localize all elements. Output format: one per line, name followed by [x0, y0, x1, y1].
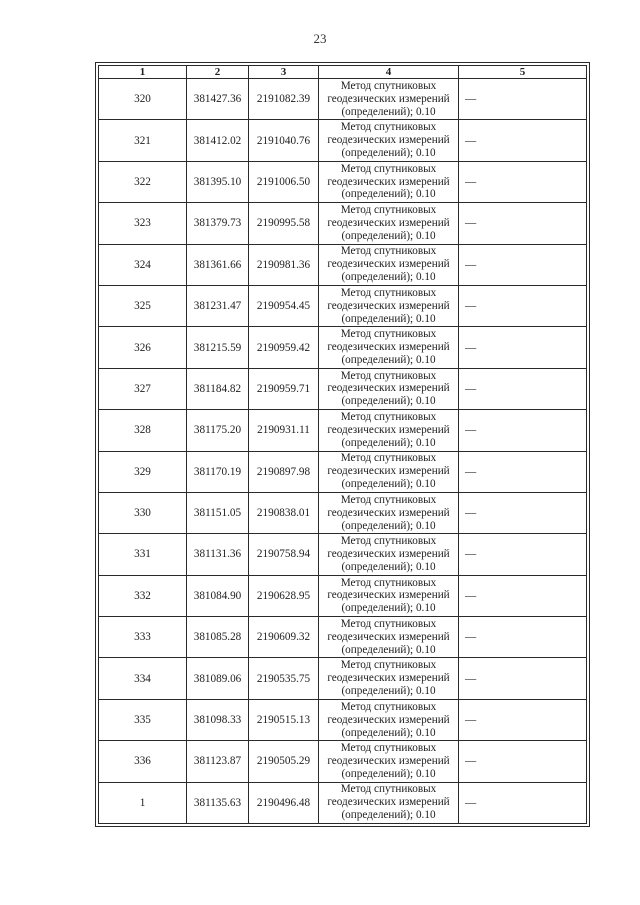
note-cell: —: [459, 120, 587, 161]
method-line-3: (определений); 0.10: [341, 353, 436, 366]
method-line-3: (определений); 0.10: [341, 602, 436, 615]
coordinate-y-cell: 2191040.76: [249, 120, 319, 161]
method-line-1: Метод спутниковых: [340, 204, 437, 216]
table-header-row: [99, 66, 587, 79]
note-cell: —: [459, 79, 587, 120]
note-cell: —: [459, 741, 587, 782]
note-cell: —: [459, 451, 587, 492]
point-number-cell: 330: [99, 492, 187, 533]
header-col-4: 4: [319, 66, 459, 79]
method-line-2: геодезических измерений: [327, 465, 450, 478]
coordinate-y-cell: 2190496.48: [249, 782, 319, 823]
coordinate-y-cell: 2190609.32: [249, 617, 319, 658]
point-number-cell: 336: [99, 741, 187, 782]
method-line-3: (определений); 0.10: [341, 312, 436, 325]
coordinate-x-cell: 381427.36: [187, 79, 249, 120]
note-cell: —: [459, 492, 587, 533]
method-line-2: геодезических измерений: [327, 548, 450, 561]
coordinate-y-cell: 2190954.45: [249, 285, 319, 326]
coordinate-y-cell: 2190628.95: [249, 575, 319, 616]
table-row: [99, 699, 587, 740]
method-line-3: (определений); 0.10: [341, 105, 436, 118]
method-cell: [319, 79, 459, 120]
method-line-1: Метод спутниковых: [340, 369, 437, 382]
method-line-3: (определений); 0.10: [341, 560, 436, 573]
method-line-1: Метод спутниковых: [340, 659, 437, 672]
coordinate-x-cell: 381085.28: [187, 617, 249, 658]
note-cell: —: [459, 327, 587, 368]
table-row: [99, 492, 587, 533]
point-number-cell: 334: [99, 658, 187, 699]
method-line-1: Метод спутниковых: [340, 700, 437, 713]
coordinate-x-cell: 381170.19: [187, 451, 249, 492]
table-row: [99, 575, 587, 616]
method-line-2: геодезических измерений: [327, 299, 450, 312]
coordinate-y-cell: 2190981.36: [249, 244, 319, 285]
table-row: [99, 368, 587, 409]
table-row: [99, 327, 587, 368]
header-col-2: 2: [187, 66, 249, 79]
coordinate-x-cell: 381135.63: [187, 782, 249, 823]
table-row: [99, 244, 587, 285]
method-line-1: Метод спутниковых: [340, 742, 437, 755]
method-cell: [319, 410, 459, 451]
header-col-5: 5: [459, 66, 587, 79]
method-line-1: Метод спутниковых: [340, 617, 437, 630]
table-row: [99, 534, 587, 575]
method-cell: [319, 492, 459, 533]
coordinates-table-frame: [95, 62, 590, 827]
method-line-3: (определений); 0.10: [341, 519, 436, 532]
point-number-cell: 322: [99, 161, 187, 202]
coordinate-x-cell: 381131.36: [187, 534, 249, 575]
point-number-cell: 331: [99, 534, 187, 575]
method-line-1: Метод спутниковых: [340, 410, 437, 423]
table-row: [99, 741, 587, 782]
coordinate-y-cell: 2190897.98: [249, 451, 319, 492]
method-line-2: геодезических измерений: [327, 175, 450, 188]
method-cell: [319, 368, 459, 409]
method-line-1: Метод спутниковых: [340, 783, 437, 796]
method-line-3: (определений); 0.10: [341, 147, 436, 160]
method-line-1: Метод спутниковых: [340, 245, 437, 258]
note-cell: —: [459, 410, 587, 451]
method-cell: [319, 244, 459, 285]
method-line-2: геодезических измерений: [327, 754, 450, 767]
table-row: [99, 203, 587, 244]
method-cell: [319, 741, 459, 782]
method-line-2: геодезических измерений: [327, 506, 450, 519]
note-cell: —: [459, 782, 587, 823]
method-cell: [319, 782, 459, 823]
coordinate-y-cell: 2190758.94: [249, 534, 319, 575]
page-number: 23: [313, 31, 327, 46]
coordinate-x-cell: 381412.02: [187, 120, 249, 161]
note-cell: —: [459, 285, 587, 326]
method-line-1: Метод спутниковых: [340, 79, 437, 92]
method-line-2: геодезических измерений: [327, 796, 450, 809]
coordinate-x-cell: 381395.10: [187, 161, 249, 202]
note-cell: —: [459, 575, 587, 616]
method-line-2: геодезических измерений: [327, 630, 450, 643]
method-line-2: геодезических измерений: [327, 589, 450, 602]
method-line-1: Метод спутниковых: [340, 452, 437, 465]
point-number-cell: 329: [99, 451, 187, 492]
note-cell: —: [459, 617, 587, 658]
header-col-1: 1: [99, 66, 187, 79]
method-line-2: геодезических измерений: [327, 258, 450, 271]
method-line-3: (определений); 0.10: [341, 685, 436, 698]
point-number-cell: 327: [99, 368, 187, 409]
method-line-3: (определений); 0.10: [341, 271, 436, 284]
table-row: [99, 782, 587, 823]
table-row: [99, 658, 587, 699]
coordinate-y-cell: 2190931.11: [249, 410, 319, 451]
method-line-3: (определений); 0.10: [341, 395, 436, 408]
note-cell: —: [459, 161, 587, 202]
method-cell: [319, 699, 459, 740]
table-row: [99, 451, 587, 492]
point-number-cell: 321: [99, 120, 187, 161]
method-cell: [319, 161, 459, 202]
point-number-cell: 323: [99, 203, 187, 244]
table-row: [99, 161, 587, 202]
method-cell: [319, 120, 459, 161]
coordinate-y-cell: 2190959.42: [249, 327, 319, 368]
note-cell: —: [459, 244, 587, 285]
point-number-cell: 326: [99, 327, 187, 368]
method-line-3: (определений); 0.10: [341, 726, 436, 739]
header-col-3: 3: [249, 66, 319, 79]
method-cell: [319, 203, 459, 244]
point-number-cell: 333: [99, 617, 187, 658]
coordinate-y-cell: 2190535.75: [249, 658, 319, 699]
note-cell: —: [459, 699, 587, 740]
note-cell: —: [459, 658, 587, 699]
method-cell: [319, 575, 459, 616]
coordinate-x-cell: 381084.90: [187, 575, 249, 616]
coordinate-x-cell: 381379.73: [187, 203, 249, 244]
coordinate-y-cell: 2190505.29: [249, 741, 319, 782]
table-row: [99, 79, 587, 120]
point-number-cell: 324: [99, 244, 187, 285]
method-line-2: геодезических измерений: [327, 134, 450, 147]
coordinate-x-cell: 381361.66: [187, 244, 249, 285]
method-cell: [319, 658, 459, 699]
method-line-3: (определений); 0.10: [341, 478, 436, 491]
method-line-2: геодезических измерений: [327, 341, 450, 354]
point-number-cell: 325: [99, 285, 187, 326]
coordinate-x-cell: 381098.33: [187, 699, 249, 740]
method-line-2: геодезических измерений: [327, 216, 450, 229]
coordinate-x-cell: 381175.20: [187, 410, 249, 451]
method-line-2: геодезических измерений: [327, 672, 450, 685]
method-line-3: (определений); 0.10: [341, 643, 436, 656]
coordinate-y-cell: 2190995.58: [249, 203, 319, 244]
method-line-1: Метод спутниковых: [340, 535, 437, 548]
method-line-3: (определений); 0.10: [341, 809, 436, 822]
method-cell: [319, 327, 459, 368]
note-cell: —: [459, 368, 587, 409]
coordinate-x-cell: 381151.05: [187, 492, 249, 533]
point-number-cell: 1: [99, 782, 187, 823]
method-line-1: Метод спутниковых: [340, 121, 437, 134]
method-line-3: (определений); 0.10: [341, 436, 436, 449]
table-row: [99, 285, 587, 326]
method-line-3: (определений); 0.10: [341, 229, 436, 242]
point-number-cell: 320: [99, 79, 187, 120]
point-number-cell: 328: [99, 410, 187, 451]
method-line-1: Метод спутниковых: [340, 328, 437, 341]
note-cell: —: [459, 534, 587, 575]
coordinate-y-cell: 2191006.50: [249, 161, 319, 202]
method-cell: [319, 534, 459, 575]
method-cell: [319, 451, 459, 492]
coordinate-x-cell: 381089.06: [187, 658, 249, 699]
coordinates-table: [98, 65, 587, 824]
method-cell: [319, 285, 459, 326]
method-line-1: Метод спутниковых: [340, 576, 437, 589]
coordinate-y-cell: 2190838.01: [249, 492, 319, 533]
coordinate-x-cell: 381215.59: [187, 327, 249, 368]
note-cell: —: [459, 203, 587, 244]
method-line-2: геодезических измерений: [327, 382, 450, 395]
method-line-1: Метод спутниковых: [340, 493, 437, 506]
coordinate-x-cell: 381184.82: [187, 368, 249, 409]
point-number-cell: 335: [99, 699, 187, 740]
method-line-3: (определений); 0.10: [341, 767, 436, 780]
coordinate-x-cell: 381123.87: [187, 741, 249, 782]
coordinate-x-cell: 381231.47: [187, 285, 249, 326]
coordinate-y-cell: 2190515.13: [249, 699, 319, 740]
table-row: [99, 617, 587, 658]
table-row: [99, 120, 587, 161]
method-line-2: геодезических измерений: [327, 423, 450, 436]
method-line-3: (определений); 0.10: [341, 188, 436, 201]
method-line-2: геодезических измерений: [327, 92, 450, 105]
method-line-1: Метод спутниковых: [340, 162, 437, 175]
method-line-2: геодезических измерений: [327, 713, 450, 726]
method-cell: [319, 617, 459, 658]
point-number-cell: 332: [99, 575, 187, 616]
method-line-1: Метод спутниковых: [340, 286, 437, 299]
table-body: [99, 79, 587, 824]
coordinate-y-cell: 2191082.39: [249, 79, 319, 120]
coordinate-y-cell: 2190959.71: [249, 368, 319, 409]
table-row: [99, 410, 587, 451]
